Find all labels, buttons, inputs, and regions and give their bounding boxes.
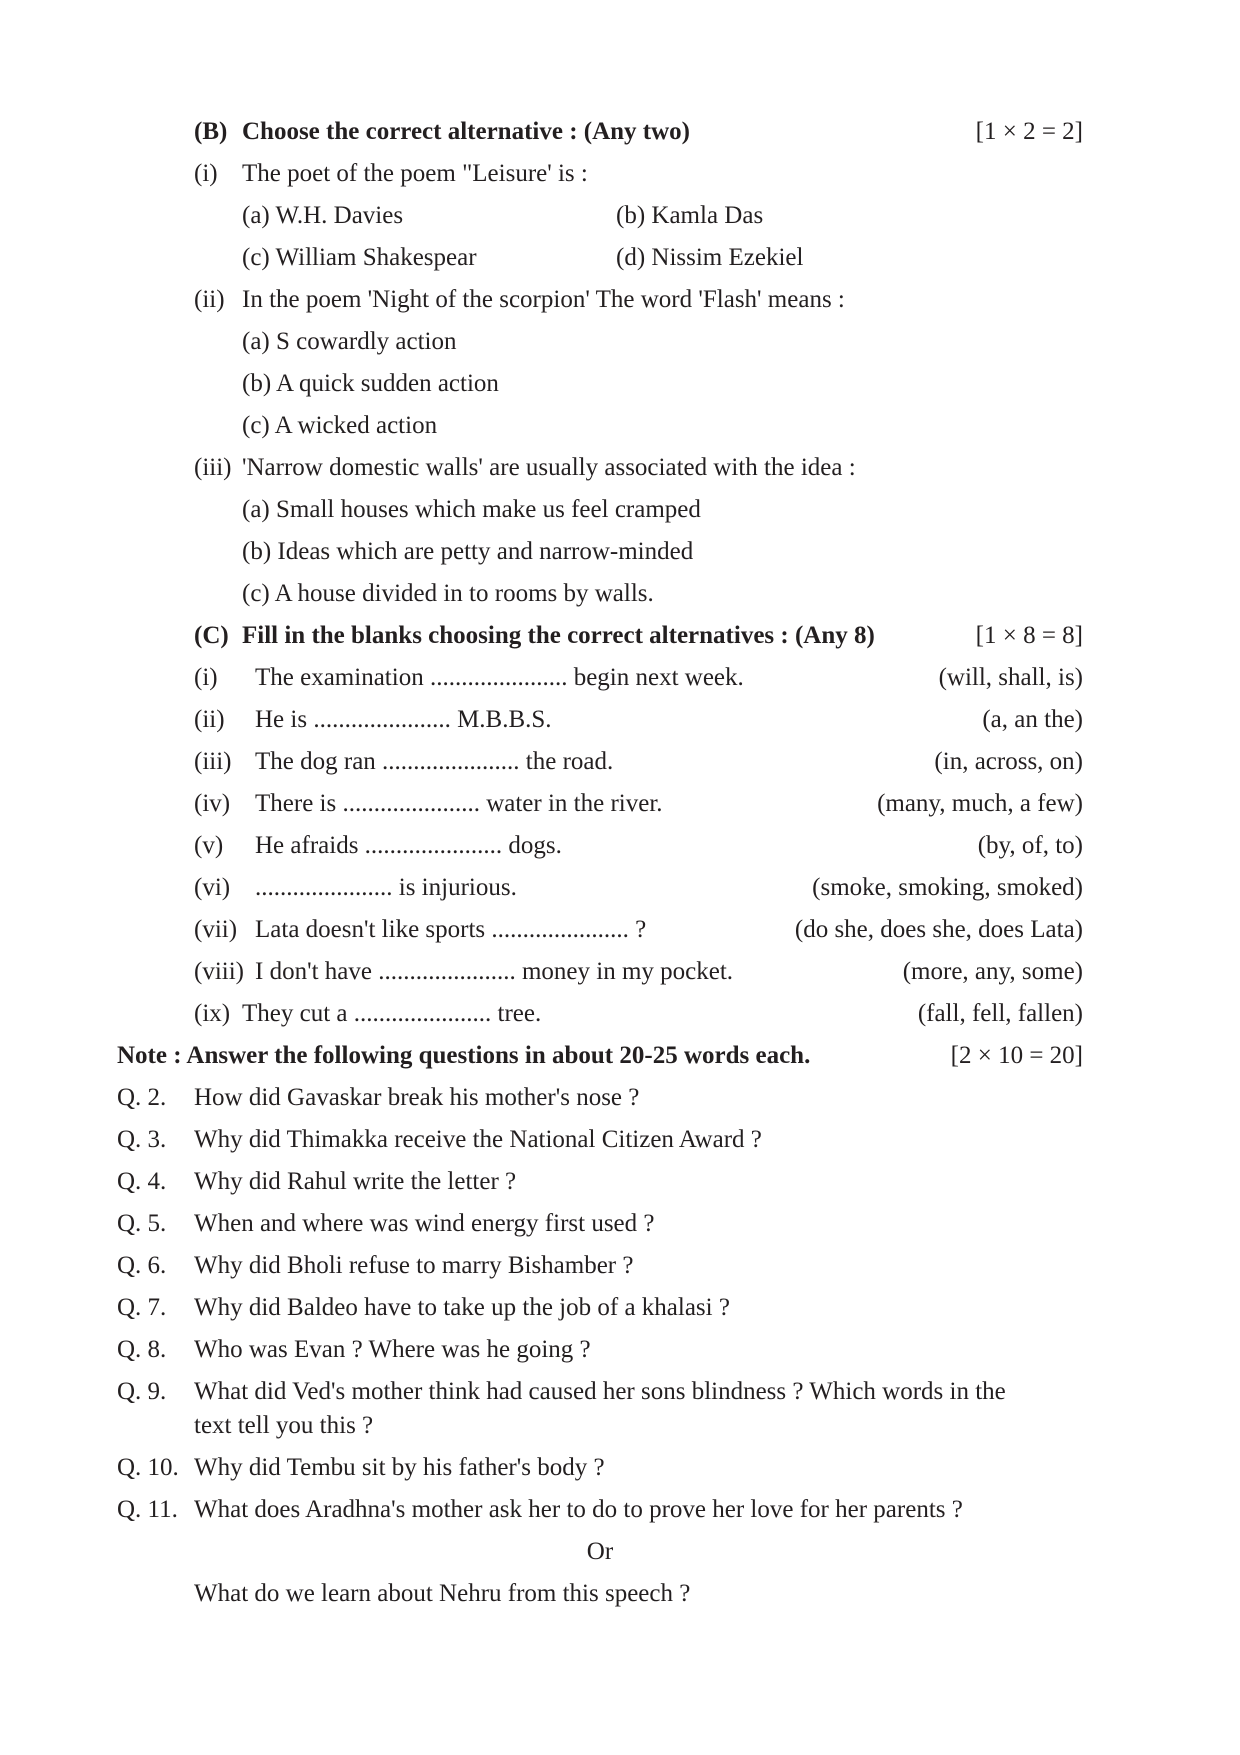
or-separator [0,1532,1240,1572]
mcq-option [0,406,1240,446]
question-text: Why did Baldeo have to take up the job of a khalasi ? [194,1294,730,1321]
note-text: Note : Answer the following questions in about 20-25 words each. [117,1042,811,1069]
alternative-question-row [0,1574,1240,1614]
question-row [0,1246,1240,1286]
question-number: Q. 4. [117,1168,167,1195]
mcq-option [0,364,1240,404]
option: (c) William Shakespear [242,244,477,271]
question-number: Q. 10. [117,1454,179,1481]
item-text: The examination ...................... begin next week. [255,664,744,691]
blank-item [0,784,1240,824]
option: (c) A wicked action [242,412,438,439]
item-choices: (more, any, some) [902,958,1083,985]
question-row [0,1162,1240,1202]
blank-item [0,952,1240,992]
item-choices: (many, much, a few) [877,790,1083,817]
question-text: The poet of the poem "Leisure' is : [242,160,588,187]
item-number: (vi) [194,874,231,901]
mcq-options-row [0,196,1240,236]
item-number: (viii) [194,958,244,985]
item-number: (i) [194,664,218,691]
mcq-question [0,280,1240,320]
note-heading [0,1036,1240,1076]
question-row [0,1330,1240,1370]
option: (a) S cowardly action [242,328,457,355]
mcq-option [0,532,1240,572]
mcq-question [0,154,1240,194]
question-text: When and where was wind energy first used ? [194,1210,655,1237]
blank-item [0,742,1240,782]
question-number: (iii) [194,454,232,481]
item-number: (ix) [194,1000,231,1027]
item-number: (vii) [194,916,238,943]
item-text: ...................... is injurious. [255,874,517,901]
alternative-question-text: What do we learn about Nehru from this speech ? [194,1580,691,1607]
question-text: Why did Rahul write the letter ? [194,1168,517,1195]
question-text: Why did Thimakka receive the National Citizen Award ? [194,1126,762,1153]
option: (a) Small houses which make us feel cramped [242,496,701,523]
item-choices: (smoke, smoking, smoked) [812,874,1083,901]
question-row [0,1078,1240,1118]
item-number: (iii) [194,748,232,775]
question-row [0,1288,1240,1328]
option: (b) Kamla Das [616,202,764,229]
question-number: (i) [194,160,218,187]
item-text: Lata doesn't like sports ...................... ? [255,916,647,943]
question-number: (ii) [194,286,225,313]
section-c-label: (C) [194,622,229,649]
item-number: (ii) [194,706,225,733]
item-choices: (do she, does she, does Lata) [794,916,1083,943]
blank-item [0,826,1240,866]
question-text: How did Gavaskar break his mother's nose ? [194,1084,640,1111]
question-number: Q. 7. [117,1294,167,1321]
section-c-title: Fill in the blanks choosing the correct alternatives : (Any 8) [242,622,875,649]
section-b-title: Choose the correct alternative : (Any two) [242,118,691,145]
question-text: Who was Evan ? Where was he going ? [194,1336,591,1363]
note-marks: [2 × 10 = 20] [950,1042,1083,1069]
item-choices: (fall, fell, fallen) [917,1000,1083,1027]
section-c-marks: [1 × 8 = 8] [975,622,1083,649]
question-text: Why did Tembu sit by his father's body ? [194,1454,605,1481]
blank-item [0,658,1240,698]
item-number: (v) [194,832,224,859]
item-choices: (a, an the) [982,706,1083,733]
blank-item [0,700,1240,740]
section-c-heading [0,616,1240,656]
item-text: He afraids ...................... dogs. [255,832,562,859]
item-text: They cut a ...................... tree. [242,1000,542,1027]
item-choices: (will, shall, is) [938,664,1083,691]
option: (b) A quick sudden action [242,370,499,397]
item-text: The dog ran ...................... the road. [255,748,614,775]
question-text: 'Narrow domestic walls' are usually associated with the idea : [242,454,856,481]
question-row [0,1448,1240,1488]
mcq-question [0,448,1240,488]
blank-item [0,868,1240,908]
option: (c) A house divided in to rooms by walls. [242,580,654,607]
item-choices: (in, across, on) [934,748,1083,775]
option: (d) Nissim Ezekiel [616,244,804,271]
or-label: Or [586,1538,614,1565]
item-text: He is ...................... M.B.B.S. [255,706,552,733]
mcq-options-row [0,238,1240,278]
question-number: Q. 2. [117,1084,167,1111]
question-row [0,1490,1240,1530]
question-number: Q. 11. [117,1496,178,1523]
question-number: Q. 3. [117,1126,167,1153]
item-text: There is ...................... water in the river. [255,790,663,817]
question-text: What did Ved's mother think had caused her sons blindness ? Which words in the [194,1378,1006,1405]
question-row [0,1120,1240,1160]
mcq-option [0,490,1240,530]
blank-item [0,910,1240,950]
section-b-label: (B) [194,118,228,145]
item-text: I don't have ...................... money in my pocket. [255,958,734,985]
blank-item [0,994,1240,1034]
option: (a) W.H. Davies [242,202,404,229]
question-text: In the poem 'Night of the scorpion' The word 'Flash' means : [242,286,845,313]
question-text-continued: text tell you this ? [194,1412,374,1439]
mcq-option [0,574,1240,614]
option: (b) Ideas which are petty and narrow-minded [242,538,694,565]
section-b-marks: [1 × 2 = 2] [975,118,1083,145]
item-number: (iv) [194,790,231,817]
question-number: Q. 6. [117,1252,167,1279]
question-number: Q. 8. [117,1336,167,1363]
question-text: Why did Bholi refuse to marry Bishamber ? [194,1252,634,1279]
question-number: Q. 5. [117,1210,167,1237]
item-choices: (by, of, to) [977,832,1083,859]
question-continuation [0,1406,1240,1446]
mcq-option [0,322,1240,362]
question-text: What does Aradhna's mother ask her to do to prove her love for her parents ? [194,1496,963,1523]
question-number: Q. 9. [117,1378,167,1405]
question-row [0,1204,1240,1244]
section-b-heading [0,112,1240,152]
